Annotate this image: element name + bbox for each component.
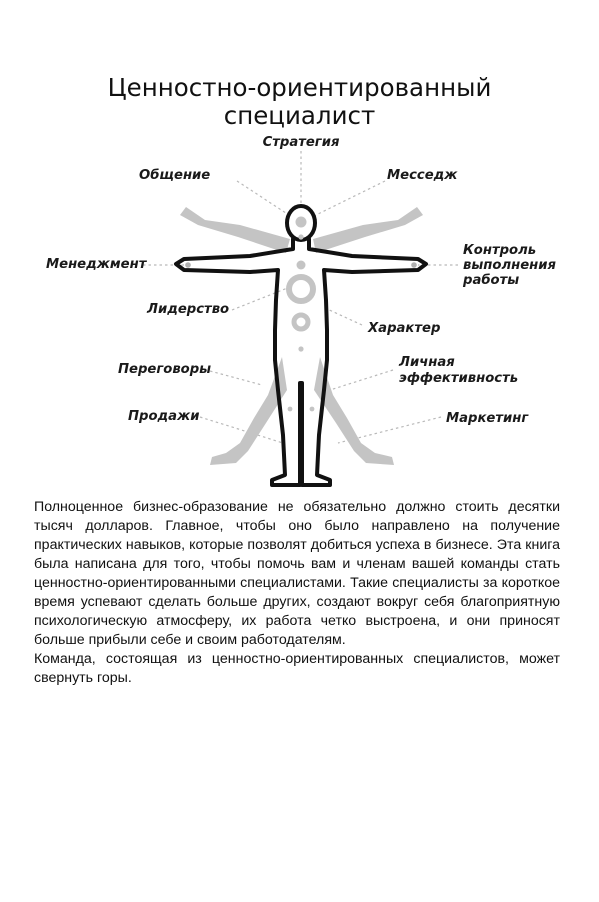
point-head: [296, 217, 307, 228]
paragraph-1: Полноценное бизнес-образование не обязательно должно стоить десятки тысяч долларов. Главное, чтобы оно было направлено на получение практических навыков, которые позволят добиться успеха в бизнесе. Эта книга была написана для того, чтобы помочь вам и членам вашей команды стать ценностно-ориентированными специалистами. Такие специалисты за короткое время успевают сделать больше других, создают вокруг себя благоприятную психологическую атмосферу, их работа четко выстроена, и они приносят больше прибыли себе и своим работодателям.: [34, 499, 560, 648]
point-lower-belly: [298, 346, 303, 351]
label-negotiation: Переговоры: [118, 362, 212, 377]
label-character: Характер: [368, 321, 441, 336]
main-figure-outline: [176, 206, 426, 485]
label-personal-line-1: Личная: [399, 355, 455, 370]
title-line-2: специалист: [223, 101, 376, 131]
connector-personal: [330, 370, 393, 390]
connector-character: [325, 308, 362, 325]
label-communication: Общение: [139, 168, 211, 183]
point-left-hand: [185, 262, 191, 268]
label-management: Менеджмент: [46, 257, 147, 272]
connector-sales: [200, 417, 283, 443]
page-title: [0, 74, 599, 130]
connector-negotiation: [210, 371, 262, 385]
label-marketing: Маркетинг: [446, 411, 529, 426]
point-throat: [298, 234, 303, 239]
label-control-line-1: Контроль: [463, 243, 537, 258]
connector-message: [312, 181, 385, 217]
vitruvian-figure-diagram: [0, 125, 599, 495]
point-right-knee: [310, 407, 315, 412]
connector-leadership: [232, 287, 290, 310]
paragraph-2: Команда, состоящая из ценностно-ориентированных специалистов, может свернуть горы.: [34, 651, 560, 686]
title-line-1: Ценностно-ориентированный: [107, 73, 492, 103]
label-leadership: Лидерство: [147, 302, 230, 317]
point-upper-chest: [297, 261, 306, 270]
body-text: [34, 498, 560, 688]
ghost-left-arm: [180, 207, 290, 253]
label-strategy: Стратегия: [262, 135, 340, 150]
label-control-line-3: работы: [463, 273, 520, 288]
point-belly-ring: [294, 315, 308, 329]
point-chest-ring: [289, 277, 313, 301]
label-message: Месседж: [387, 168, 458, 183]
point-left-knee: [288, 407, 293, 412]
label-personal-line-2: эффективность: [399, 371, 519, 386]
label-sales: Продажи: [128, 409, 200, 424]
ghost-right-arm: [313, 207, 423, 253]
label-control-line-2: выполнения: [463, 258, 556, 273]
point-right-hand: [411, 262, 417, 268]
connector-communication: [237, 181, 292, 217]
